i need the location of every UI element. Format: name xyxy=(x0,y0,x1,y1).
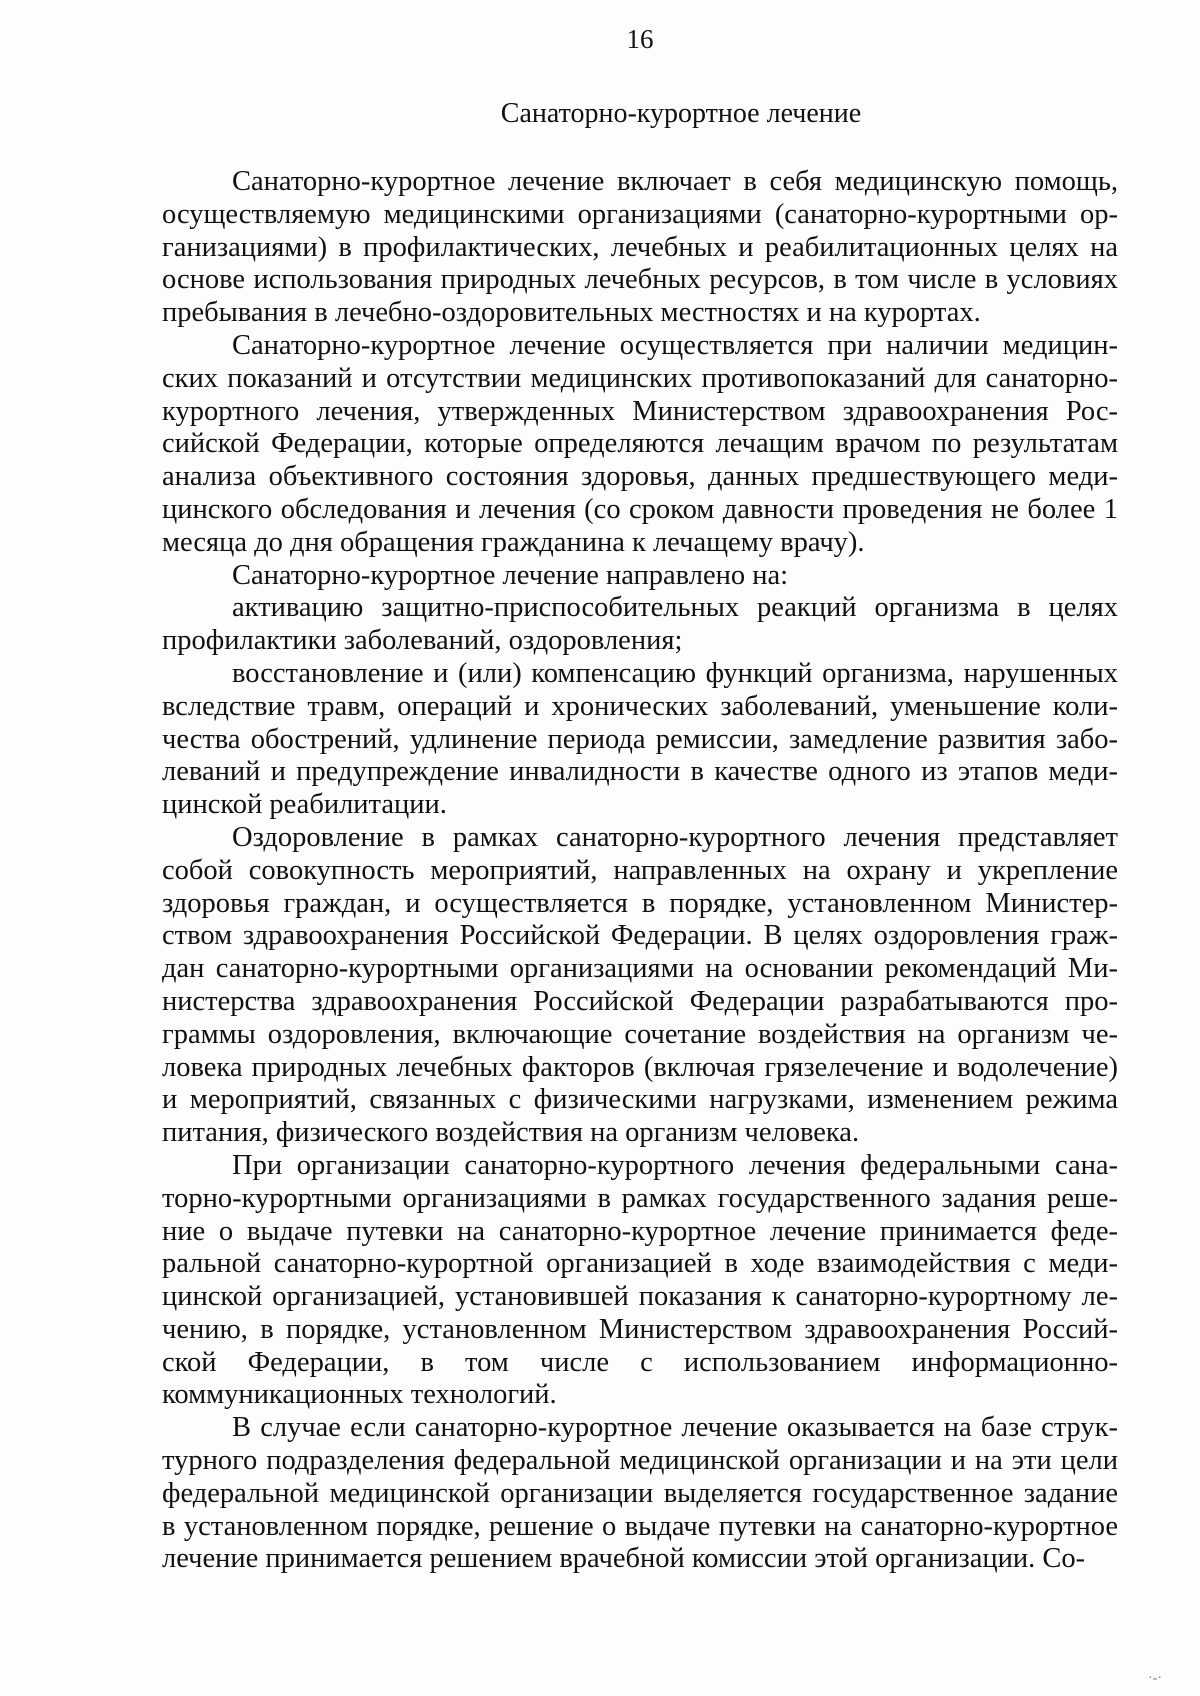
paragraph-1: Санаторно-курортное лечение включает в себя медицинскую помощь, осуществляемую медицинскими организациями (санаторно-курортными организациями) в профилактических, лечебных и реабилитационных целях на основе использования природных лечебных ресурсов, в том числе в условиях пребывания в лечебно-оздоровительных местностях и на курортах. xyxy=(162,166,1118,329)
body-text xyxy=(162,166,1118,1576)
paragraph-5: восстановление и (или) компенсацию функций организма, нарушенных вследствие травм, операций и хронических заболеваний, уменьшение количества обострений, удлинение периода ремиссии, замедление развития заболеваний и предупреждение инвалидности в качестве одного из этапов медицинской реабилитации. xyxy=(162,657,1118,821)
page-number: 16 xyxy=(626,24,654,54)
paragraph-7: При организации санаторно-курортного лечения федеральными санаторно-курортными организациями в рамках государственного задания решение о выдаче путевки на санаторно-курортное лечение принимается федеральной санаторно-курортной организацией в ходе взаимодействия с медицинской организацией, установившей показания к санаторно-курортному лечению, в порядке, установленном Министерством здравоохранения Российской Федерации, в том числе с использованием информационно-коммуникационных технологий. xyxy=(162,1149,1118,1411)
paragraph-3: Санаторно-курортное лечение направлено на: xyxy=(232,559,789,591)
paragraph-4: активацию защитно-приспособительных реакций организма в целях профилактики заболеваний, оздоровления; xyxy=(162,592,1118,657)
paragraph-6: Оздоровление в рамках санаторно-курортного лечения представляет собой совокупность мероприятий, направленных на охрану и укрепление здоровья граждан, и осуществляется в порядке, установленном Министерством здравоохранения Российской Федерации. В целях оздоровления граждан санаторно-курортными организациями на основании рекомендаций Министерства здравоохранения Российской Федерации разрабатываются программы оздоровления, включающие сочетание воздействия на организм человека природных лечебных факторов (включая грязелечение и водолечение) и мероприятий, связанных с физическими нагрузками, изменением режима питания, физического воздействия на организм человека. xyxy=(162,821,1118,1149)
paragraph-2: Санаторно-курортное лечение осуществляется при наличии медицинских показаний и отсутствии медицинских противопоказаний для санаторно-курортного лечения, утвержденных Министерством здравоохранения Российской Федерации, которые определяются лечащим врачом по результатам анализа объективного состояния здоровья, данных предшествующего медицинского обследования и лечения (со сроком давности проведения не более 1 месяца до дня обращения гражданина к лечащему врачу). xyxy=(162,329,1118,558)
section-title: Санаторно-курортное лечение xyxy=(500,98,862,129)
scan-artifact-mark: ·-· xyxy=(1148,1671,1162,1686)
paragraph-8: В случае если санаторно-курортное лечение оказывается на базе структурного подразделения федеральной медицинской организации и на эти цели федеральной медицинской организации выделяется государственное задание в установленном порядке, решение о выдаче путевки на санаторно-курортное лечение принимается решением врачебной комиссии этой организации. Со- xyxy=(162,1412,1118,1575)
